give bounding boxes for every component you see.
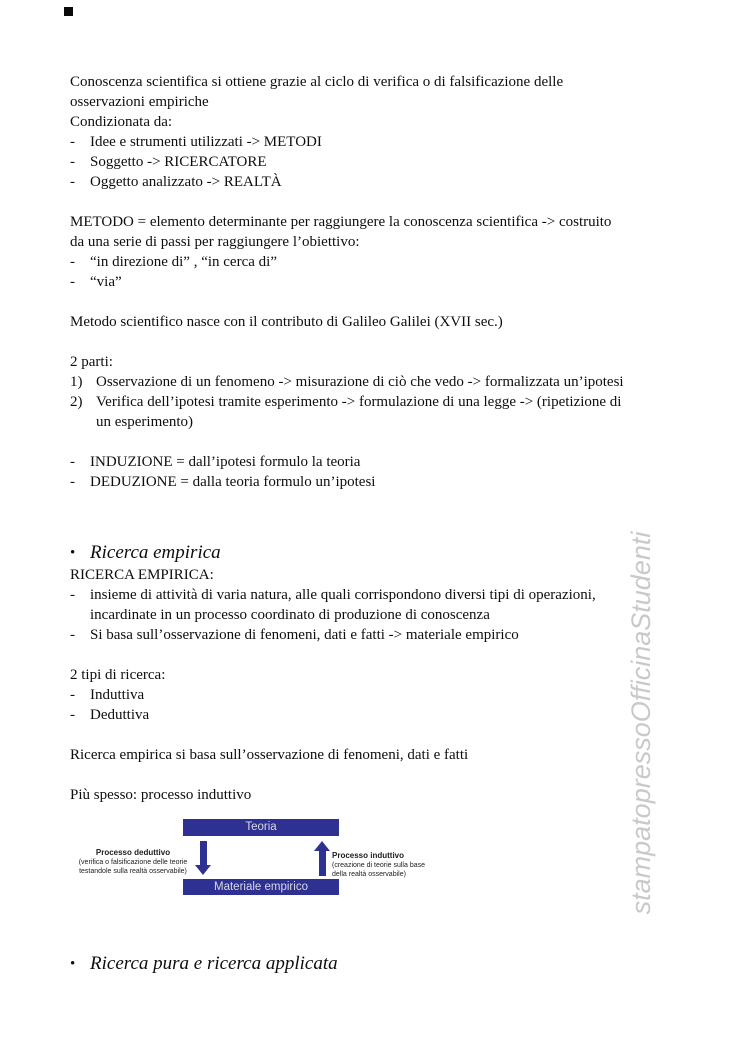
- list-item: [70, 705, 676, 725]
- list-item: [70, 132, 676, 152]
- list-item: [70, 685, 676, 705]
- deductive-arrow-head-icon: [195, 865, 211, 875]
- dash-bullet: -: [70, 274, 75, 290]
- dash-bullet: -: [70, 174, 75, 190]
- corner-mark: [64, 7, 73, 16]
- list-item: [70, 585, 676, 625]
- bullet-icon: •: [70, 545, 76, 561]
- teoria-box: Teoria: [183, 819, 339, 836]
- heading-ricerca-pura: [70, 952, 676, 976]
- list-item: [70, 625, 676, 645]
- list-item-text: DEDUZIONE = dalla teoria formulo un’ipotesi: [90, 474, 376, 490]
- list-item-text: Si basa sull’osservazione di fenomeni, dati e fatti -> materiale empirico: [90, 627, 519, 643]
- list-item-text: incardinate in un processo coordinato di produzione di conoscenza: [90, 607, 490, 623]
- condizionata-label: Condizionata da:: [70, 114, 173, 130]
- metodo-paragraph-line: METODO = elemento determinante per raggiungere la conoscenza scientifica -> costruito: [70, 214, 612, 230]
- list-item: [70, 452, 676, 472]
- ricerca-empirica-label: RICERCA EMPIRICA:: [70, 567, 214, 583]
- spacer: [70, 645, 676, 665]
- number-marker: 1): [70, 374, 83, 390]
- list-item-text: INDUZIONE = dall’ipotesi formulo la teoria: [90, 454, 361, 470]
- spacer: [70, 192, 676, 212]
- metodo-paragraph-line: da una serie di passi per raggiungere l’obiettivo:: [70, 234, 360, 250]
- spacer: [70, 332, 676, 352]
- dash-bullet: -: [70, 707, 75, 723]
- inductive-process-label: [332, 851, 446, 879]
- dash-bullet: -: [70, 474, 75, 490]
- list-item-text: Induttiva: [90, 687, 145, 703]
- theory-empirical-diagram: [70, 819, 676, 905]
- materiale-empirico-box: Materiale empirico: [183, 879, 339, 895]
- numbered-item: [70, 392, 676, 432]
- deductive-process-label: [70, 848, 196, 876]
- list-item-text: “via”: [90, 274, 122, 290]
- list-item: [70, 252, 676, 272]
- inductive-process-title: Processo induttivo: [332, 851, 405, 860]
- deductive-process-desc: (verifica o falsificazione delle teorie: [78, 859, 188, 866]
- dash-bullet: -: [70, 154, 75, 170]
- list-item: [70, 172, 676, 192]
- dash-bullet: -: [70, 254, 75, 270]
- intro-paragraph-line: Conoscenza scientifica si ottiene grazie al ciclo di verifica o di falsificazione delle: [70, 74, 564, 90]
- inductive-process-desc: della realtà osservabile): [332, 871, 406, 878]
- heading-text: Ricerca pura e ricerca applicata: [90, 953, 338, 974]
- dash-bullet: -: [70, 454, 75, 470]
- number-marker: 2): [70, 394, 83, 410]
- list-item-text: insieme di attività di varia natura, alle quali corrispondono diversi tipi di operazioni,: [90, 587, 596, 603]
- numbered-item-text: un esperimento): [96, 414, 194, 430]
- spacer: [70, 765, 676, 785]
- dash-bullet: -: [70, 587, 75, 603]
- dash-bullet: -: [70, 627, 75, 643]
- list-item-text: Oggetto analizzato -> REALTÀ: [90, 174, 282, 190]
- page-content: [70, 72, 676, 976]
- list-item: [70, 472, 676, 492]
- list-item-text: Idee e strumenti utilizzati -> METODI: [90, 134, 322, 150]
- heading-ricerca-empirica: [70, 541, 676, 565]
- empirica-summary-line: Ricerca empirica si basa sull’osservazione di fenomeni, dati e fatti: [70, 747, 469, 763]
- inductive-arrow-head-icon: [314, 841, 330, 851]
- list-item: [70, 272, 676, 292]
- inductive-arrow: [319, 851, 326, 876]
- bullet-icon: •: [70, 956, 76, 972]
- list-item-text: Soggetto -> RICERCATORE: [90, 154, 267, 170]
- heading-text: Ricerca empirica: [90, 542, 221, 563]
- numbered-item: [70, 372, 676, 392]
- list-item-text: Deduttiva: [90, 707, 150, 723]
- spesso-line: Più spesso: processo induttivo: [70, 787, 252, 803]
- dash-bullet: -: [70, 134, 75, 150]
- deductive-process-title: Processo deduttivo: [95, 848, 171, 857]
- deductive-process-desc: testandole sulla realtà osservabile): [79, 868, 187, 875]
- dash-bullet: -: [70, 687, 75, 703]
- list-item: [70, 152, 676, 172]
- spacer: [70, 725, 676, 745]
- galileo-line: Metodo scientifico nasce con il contributo di Galileo Galilei (XVII sec.): [70, 314, 503, 330]
- parti-label: 2 parti:: [70, 354, 113, 370]
- spacer: [70, 432, 676, 452]
- tipi-label: 2 tipi di ricerca:: [70, 667, 166, 683]
- inductive-process-desc: (creazione di teorie sulla base: [332, 862, 425, 869]
- deductive-arrow: [200, 841, 207, 866]
- list-item-text: “in direzione di” , “in cerca di”: [90, 254, 277, 270]
- intro-paragraph-line: osservazioni empiriche: [70, 94, 209, 110]
- numbered-item-text: Verifica dell’ipotesi tramite esperimento -> formulazione di una legge -> (ripetizione di: [96, 394, 622, 410]
- spacer: [70, 292, 676, 312]
- numbered-item-text: Osservazione di un fenomeno -> misurazione di ciò che vedo -> formalizzata un’ipotesi: [96, 374, 624, 390]
- watermark: stampatopressoOfficinaStudenti: [626, 531, 656, 915]
